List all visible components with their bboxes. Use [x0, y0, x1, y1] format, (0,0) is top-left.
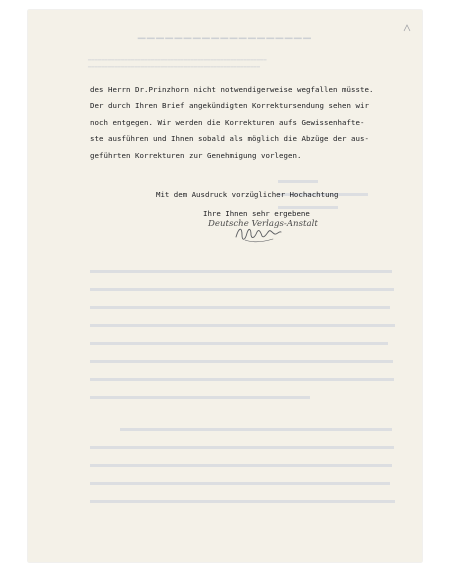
show-through-letterhead: ▔▔▔▔▔▔▔▔▔▔▔▔▔▔▔▔▔▔▔ [137, 39, 313, 50]
letter-line: Der durch Ihren Brief angekündigten Korrektursendung sehen wir [90, 101, 369, 111]
letter-line: ste ausführen und Ihnen sobald als möglich die Abzüge der aus- [90, 134, 369, 144]
show-through-letterhead-line: ▁▁▁▁▁▁▁▁▁▁▁▁▁▁▁▁▁▁▁▁▁▁▁▁▁▁▁▁▁▁▁▁▁▁▁▁▁▁▁▁▁▁▁▁▁▁▁▁▁▁▁▁▁▁ [88, 55, 267, 61]
letter-page [28, 10, 422, 562]
pencil-mark-icon [403, 24, 411, 32]
handwritten-signature [233, 223, 283, 245]
letter-line: des Herrn Dr.Prinzhorn nicht notwendigerweise wegfallen müsste. [90, 85, 374, 94]
show-through-letterhead-line: ▁▁▁▁▁▁▁▁▁▁▁▁▁▁▁▁▁▁▁▁▁▁▁▁▁▁▁▁▁▁▁▁▁▁▁▁▁▁▁▁▁▁▁▁▁▁▁▁▁▁▁▁ [88, 62, 261, 68]
closing-line: Mit dem Ausdruck vorzüglicher Hochachtung [156, 190, 339, 199]
letter-body [90, 82, 373, 164]
letter-line: noch entgegen. Wir werden die Korrekturen aufs Gewissenhafte- [90, 117, 365, 127]
show-through-text [90, 262, 410, 522]
company-stamp: Deutsche Verlags-Anstalt [208, 219, 318, 229]
letter-line: geführten Korrekturen zur Genehmigung vorlegen. [90, 150, 302, 160]
sign-off: Ihre Ihnen sehr ergebene [203, 209, 310, 218]
